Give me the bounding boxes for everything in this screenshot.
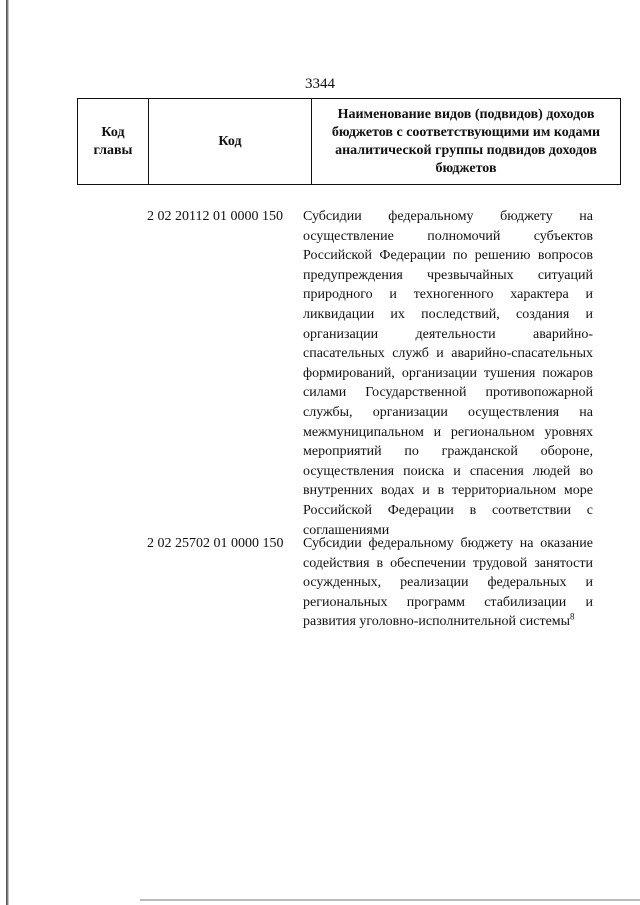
row-description-text: Субсидии федеральному бюджету на оказание содействия в обеспечении трудовой занятости осужденных, реализации федеральных и региональных программ стабилизации и развития уголовно-исполнительной системы (303, 536, 593, 630)
header-name: Наименование видов (подвидов) доходов бюджетов с соответствующими им кодами аналитической группы подвидов доходов бюджетов (312, 99, 621, 185)
footnote-marker: 8 (570, 611, 575, 622)
row-description: Субсидии федеральному бюджету на осуществление полномочий субъектов Российской Федерации по решению вопросов предупреждения чрезвычайных ситуаций природного и техногенного характера и ликвидации их последствий, создания и организации деятельности аварийно-спасательных служб и аварийно-спасательных формирований, организации тушения пожаров силами Государственной противопожарной службы, организации осуществления на межмуниципальном и региональном уровнях мероприятий по гражданской обороне, осуществления поиска и спасения людей во внутренних водах и в территориальном море Российской Федерации в соответствии с соглашениями (303, 209, 593, 538)
row-description (303, 534, 593, 632)
header-table (77, 98, 621, 185)
scan-edge-left (6, 0, 9, 905)
header-code: Код (149, 99, 312, 185)
scan-edge-bottom (140, 899, 640, 901)
header-row (78, 99, 621, 185)
header-chapter-code: Код главы (78, 99, 149, 185)
row-code: 2 02 20112 01 0000 150 (147, 209, 283, 224)
row-code: 2 02 25702 01 0000 150 (147, 536, 284, 551)
page-number: 3344 (305, 76, 335, 92)
